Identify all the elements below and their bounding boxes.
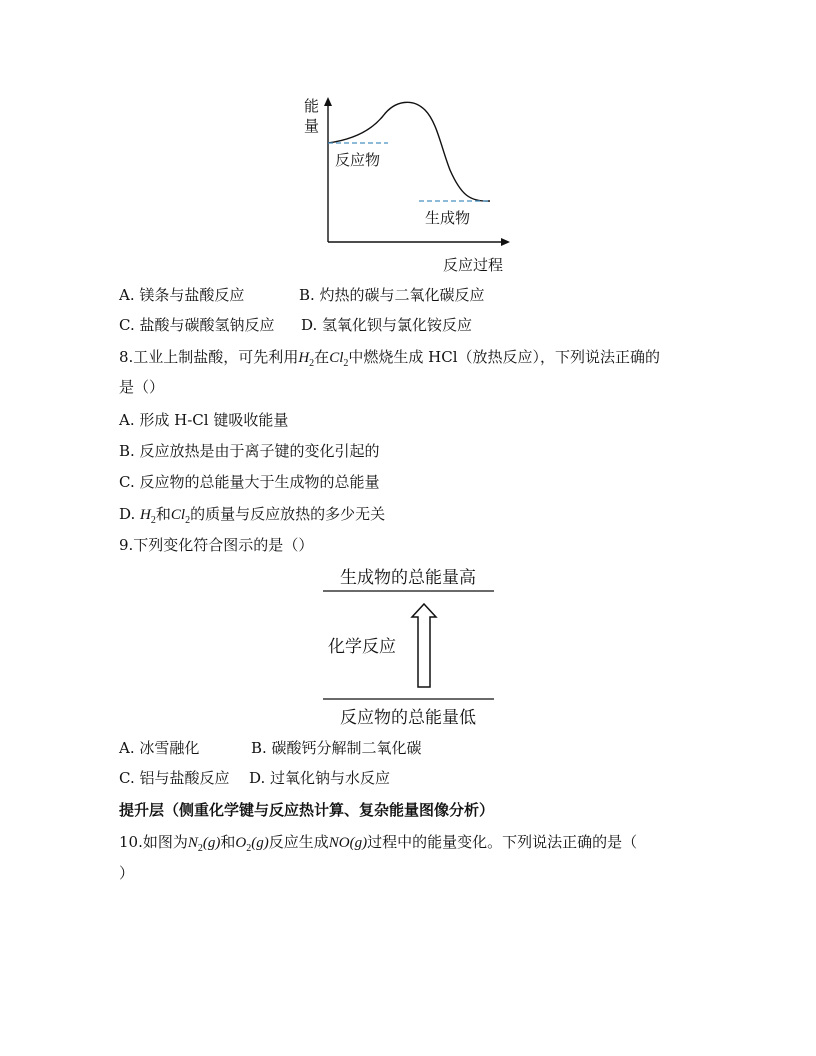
q10-stem-line-2: ） (119, 864, 135, 882)
no-formula: NO(g) (328, 835, 368, 851)
q7-option-c[interactable]: C. 盐酸与碳酸氢钠反应 (119, 316, 275, 334)
q9-row-1 (119, 738, 422, 758)
q9-row-2 (119, 768, 391, 788)
q7-row-2 (119, 315, 473, 335)
x-axis-arrow (501, 238, 510, 246)
q8-stem-text: 在 (314, 348, 330, 366)
q10-stem-text: 和 (220, 833, 236, 851)
q9-option-b[interactable]: B. 碳酸钙分解制二氧化碳 (251, 739, 422, 757)
q8-option-d[interactable] (119, 504, 385, 531)
energy-level-diagram (318, 560, 498, 732)
q7-option-b[interactable]: B. 灼热的碳与二氧化碳反应 (299, 286, 485, 304)
n2-formula: $N_2(g)$ (187, 835, 221, 854)
q8-stem-line-1 (119, 347, 660, 374)
reactant-label: 反应物 (335, 151, 381, 169)
up-arrow (412, 604, 436, 687)
chemical-reaction-label: 化学反应 (328, 637, 396, 657)
q7-option-a[interactable]: A. 镁条与盐酸反应 (119, 286, 245, 304)
q9-option-d[interactable]: D. 过氧化钠与水反应 (249, 769, 391, 787)
energy-diagram (295, 92, 525, 277)
h2-formula: $H_2$ (298, 350, 315, 369)
q8-option-d-label: D. (119, 505, 141, 523)
q8-option-b[interactable]: B. 反应放热是由于离子键的变化引起的 (119, 442, 380, 460)
y-axis-label-1: 能 (304, 97, 320, 115)
q8-option-c[interactable]: C. 反应物的总能量大于生成物的总能量 (119, 473, 380, 491)
q7-option-d[interactable]: D. 氢氧化钡与氯化铵反应 (301, 316, 473, 334)
q8-stem-text: 中燃烧生成 HCl（放热反应），下列说法正确的 (348, 348, 661, 366)
q7-row-1 (119, 285, 485, 305)
o2-formula: $O_2(g)$ (235, 835, 269, 854)
q10-stem-line-1 (119, 832, 637, 859)
q8-stem-text: 8.工业上制盐酸，可先利用 (119, 348, 299, 366)
q8-stem-line-2: 是（） (119, 378, 165, 396)
y-axis-label-2: 量 (304, 117, 320, 135)
reactants-energy-low-label: 反应物的总能量低 (340, 708, 476, 728)
h2-formula: $H_2$ (140, 507, 156, 526)
cl2-formula: $Cl_2$ (329, 350, 349, 369)
q10-stem-text: 过程中的能量变化。下列说法正确的是（ (367, 833, 638, 851)
q10-stem-text: 10.如图为 (119, 833, 188, 851)
q9-option-a[interactable]: A. 冰雪融化 (119, 739, 200, 757)
q9-option-c[interactable]: C. 铝与盐酸反应 (119, 769, 230, 787)
q8-option-a[interactable]: A. 形成 H-Cl 键吸收能量 (119, 411, 289, 429)
cl2-formula: $Cl_2$ (170, 507, 191, 526)
x-axis-label: 反应过程 (443, 256, 504, 274)
q10-stem-text: 反应生成 (268, 833, 329, 851)
product-label: 生成物 (425, 209, 471, 227)
q9-stem: 9.下列变化符合图示的是（） (119, 536, 314, 554)
q8-option-d-text: 和 (155, 505, 171, 523)
products-energy-high-label: 生成物的总能量高 (340, 568, 476, 588)
section-heading: 提升层（侧重化学键与反应热计算、复杂能量图像分析） (119, 801, 495, 819)
y-axis-arrow (324, 97, 332, 106)
q8-option-d-text: 的质量与反应放热的多少无关 (190, 505, 386, 523)
